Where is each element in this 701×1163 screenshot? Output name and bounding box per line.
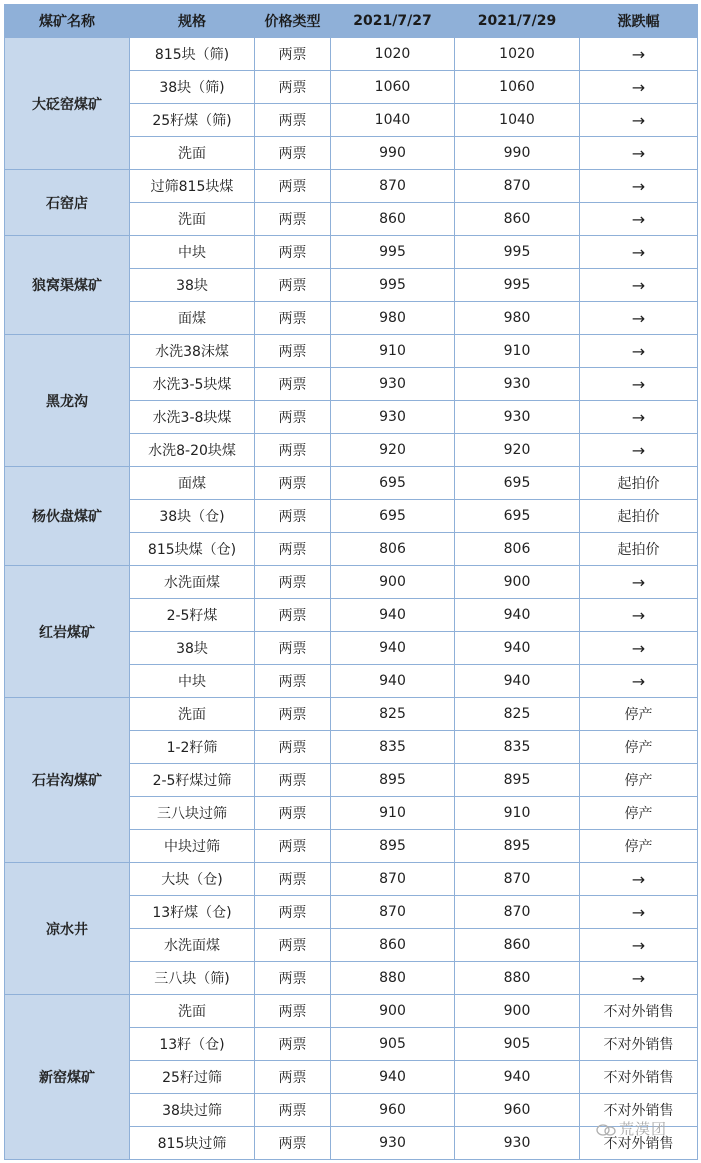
price-0729-cell: 1060 xyxy=(455,71,580,104)
spec-cell: 大块（仓) xyxy=(130,863,255,896)
price-0727-cell: 870 xyxy=(331,863,455,896)
price-0729-cell: 900 xyxy=(455,995,580,1028)
price-0727-cell: 980 xyxy=(331,302,455,335)
price-0729-cell: 905 xyxy=(455,1028,580,1061)
price-0727-cell: 1040 xyxy=(331,104,455,137)
price-0727-cell: 1060 xyxy=(331,71,455,104)
price-0727-cell: 960 xyxy=(331,1094,455,1127)
spec-cell: 815块煤（仓) xyxy=(130,533,255,566)
price-type-cell: 两票 xyxy=(255,632,331,665)
change-cell: → xyxy=(580,599,698,632)
spec-cell: 水洗8-20块煤 xyxy=(130,434,255,467)
price-type-cell: 两票 xyxy=(255,1061,331,1094)
spec-cell: 洗面 xyxy=(130,203,255,236)
spec-cell: 2-5籽煤 xyxy=(130,599,255,632)
mine-name-cell: 红岩煤矿 xyxy=(5,566,130,698)
price-0727-cell: 910 xyxy=(331,797,455,830)
spec-cell: 面煤 xyxy=(130,467,255,500)
price-0727-cell: 990 xyxy=(331,137,455,170)
price-type-cell: 两票 xyxy=(255,104,331,137)
table-row xyxy=(5,236,698,269)
table-row xyxy=(5,170,698,203)
price-0727-cell: 940 xyxy=(331,1061,455,1094)
price-0729-cell: 825 xyxy=(455,698,580,731)
change-cell: → xyxy=(580,896,698,929)
price-0727-cell: 695 xyxy=(331,467,455,500)
change-cell: → xyxy=(580,665,698,698)
header-row xyxy=(5,5,698,38)
price-0727-cell: 870 xyxy=(331,896,455,929)
mine-name-cell: 狼窝渠煤矿 xyxy=(5,236,130,335)
price-0727-cell: 940 xyxy=(331,665,455,698)
price-type-cell: 两票 xyxy=(255,962,331,995)
price-0727-cell: 835 xyxy=(331,731,455,764)
spec-cell: 38块（筛) xyxy=(130,71,255,104)
spec-cell: 水洗面煤 xyxy=(130,929,255,962)
price-0729-cell: 910 xyxy=(455,335,580,368)
price-0729-cell: 870 xyxy=(455,863,580,896)
price-0727-cell: 900 xyxy=(331,566,455,599)
change-cell: → xyxy=(580,71,698,104)
price-type-cell: 两票 xyxy=(255,500,331,533)
change-cell: → xyxy=(580,368,698,401)
price-0727-cell: 930 xyxy=(331,1127,455,1160)
price-0729-cell: 940 xyxy=(455,632,580,665)
price-0729-cell: 900 xyxy=(455,566,580,599)
price-0729-cell: 806 xyxy=(455,533,580,566)
price-0727-cell: 895 xyxy=(331,830,455,863)
change-cell: 停产 xyxy=(580,764,698,797)
price-0727-cell: 806 xyxy=(331,533,455,566)
price-type-cell: 两票 xyxy=(255,929,331,962)
price-type-cell: 两票 xyxy=(255,566,331,599)
price-0727-cell: 825 xyxy=(331,698,455,731)
spec-cell: 2-5籽煤过筛 xyxy=(130,764,255,797)
price-type-cell: 两票 xyxy=(255,38,331,71)
price-type-cell: 两票 xyxy=(255,467,331,500)
spec-cell: 25籽煤（筛) xyxy=(130,104,255,137)
price-type-cell: 两票 xyxy=(255,203,331,236)
wechat-icon xyxy=(596,1124,616,1136)
table-row xyxy=(5,995,698,1028)
change-cell: 不对外销售 xyxy=(580,1061,698,1094)
change-cell: 起拍价 xyxy=(580,533,698,566)
change-cell: → xyxy=(580,302,698,335)
price-type-cell: 两票 xyxy=(255,236,331,269)
price-type-cell: 两票 xyxy=(255,434,331,467)
spec-cell: 水洗3-8块煤 xyxy=(130,401,255,434)
change-cell: → xyxy=(580,236,698,269)
price-0729-cell: 695 xyxy=(455,500,580,533)
price-0729-cell: 990 xyxy=(455,137,580,170)
price-0729-cell: 930 xyxy=(455,401,580,434)
price-type-cell: 两票 xyxy=(255,665,331,698)
spec-cell: 洗面 xyxy=(130,698,255,731)
price-0729-cell: 920 xyxy=(455,434,580,467)
price-0729-cell: 835 xyxy=(455,731,580,764)
header-date-2: 2021/7/29 xyxy=(455,5,580,38)
change-cell: 停产 xyxy=(580,797,698,830)
price-type-cell: 两票 xyxy=(255,269,331,302)
change-cell: 起拍价 xyxy=(580,500,698,533)
change-cell: → xyxy=(580,203,698,236)
spec-cell: 38块过筛 xyxy=(130,1094,255,1127)
change-cell: → xyxy=(580,632,698,665)
price-type-cell: 两票 xyxy=(255,863,331,896)
change-cell: 不对外销售 xyxy=(580,1028,698,1061)
spec-cell: 815块过筛 xyxy=(130,1127,255,1160)
header-price-type: 价格类型 xyxy=(255,5,331,38)
price-type-cell: 两票 xyxy=(255,302,331,335)
watermark-text: 荒漠团 xyxy=(619,1120,668,1138)
spec-cell: 洗面 xyxy=(130,137,255,170)
table-row xyxy=(5,863,698,896)
mine-name-cell: 新窑煤矿 xyxy=(5,995,130,1160)
price-0729-cell: 695 xyxy=(455,467,580,500)
spec-cell: 38块（仓) xyxy=(130,500,255,533)
mine-name-cell: 凉水井 xyxy=(5,863,130,995)
price-type-cell: 两票 xyxy=(255,698,331,731)
table-body xyxy=(5,38,698,1160)
change-cell: 不对外销售 xyxy=(580,1127,698,1160)
price-0727-cell: 995 xyxy=(331,236,455,269)
price-0729-cell: 895 xyxy=(455,764,580,797)
price-0727-cell: 880 xyxy=(331,962,455,995)
price-type-cell: 两票 xyxy=(255,797,331,830)
header-spec: 规格 xyxy=(130,5,255,38)
price-0729-cell: 1040 xyxy=(455,104,580,137)
change-cell: 停产 xyxy=(580,731,698,764)
price-0727-cell: 910 xyxy=(331,335,455,368)
change-cell: → xyxy=(580,566,698,599)
price-0729-cell: 870 xyxy=(455,896,580,929)
price-0727-cell: 870 xyxy=(331,170,455,203)
mine-name-cell: 杨伙盘煤矿 xyxy=(5,467,130,566)
table-row xyxy=(5,566,698,599)
change-cell: → xyxy=(580,434,698,467)
price-0727-cell: 930 xyxy=(331,401,455,434)
price-0729-cell: 880 xyxy=(455,962,580,995)
change-cell: 不对外销售 xyxy=(580,995,698,1028)
spec-cell: 洗面 xyxy=(130,995,255,1028)
change-cell: → xyxy=(580,269,698,302)
price-type-cell: 两票 xyxy=(255,137,331,170)
spec-cell: 中块 xyxy=(130,665,255,698)
mine-name-cell: 石窑店 xyxy=(5,170,130,236)
price-0727-cell: 695 xyxy=(331,500,455,533)
header-change: 涨跌幅 xyxy=(580,5,698,38)
spec-cell: 25籽过筛 xyxy=(130,1061,255,1094)
price-0729-cell: 940 xyxy=(455,665,580,698)
price-0729-cell: 860 xyxy=(455,203,580,236)
change-cell: 不对外销售 xyxy=(580,1094,698,1127)
price-0729-cell: 980 xyxy=(455,302,580,335)
spec-cell: 13籽煤（仓) xyxy=(130,896,255,929)
spec-cell: 面煤 xyxy=(130,302,255,335)
price-0727-cell: 905 xyxy=(331,1028,455,1061)
price-0729-cell: 930 xyxy=(455,368,580,401)
change-cell: 停产 xyxy=(580,698,698,731)
mine-name-cell: 黑龙沟 xyxy=(5,335,130,467)
price-type-cell: 两票 xyxy=(255,1094,331,1127)
price-0729-cell: 995 xyxy=(455,236,580,269)
change-cell: → xyxy=(580,401,698,434)
price-type-cell: 两票 xyxy=(255,401,331,434)
table-row xyxy=(5,698,698,731)
price-0727-cell: 895 xyxy=(331,764,455,797)
change-cell: → xyxy=(580,335,698,368)
price-type-cell: 两票 xyxy=(255,71,331,104)
spec-cell: 38块 xyxy=(130,632,255,665)
price-0727-cell: 860 xyxy=(331,929,455,962)
change-cell: 起拍价 xyxy=(580,467,698,500)
price-type-cell: 两票 xyxy=(255,533,331,566)
change-cell: → xyxy=(580,929,698,962)
header-mine-name: 煤矿名称 xyxy=(5,5,130,38)
price-0727-cell: 900 xyxy=(331,995,455,1028)
spec-cell: 815块（筛) xyxy=(130,38,255,71)
change-cell: → xyxy=(580,962,698,995)
price-type-cell: 两票 xyxy=(255,599,331,632)
spec-cell: 中块 xyxy=(130,236,255,269)
spec-cell: 水洗面煤 xyxy=(130,566,255,599)
table-row xyxy=(5,38,698,71)
price-0729-cell: 940 xyxy=(455,1061,580,1094)
spec-cell: 38块 xyxy=(130,269,255,302)
price-0729-cell: 1020 xyxy=(455,38,580,71)
price-0729-cell: 860 xyxy=(455,929,580,962)
mine-name-cell: 石岩沟煤矿 xyxy=(5,698,130,863)
price-type-cell: 两票 xyxy=(255,731,331,764)
spec-cell: 中块过筛 xyxy=(130,830,255,863)
price-type-cell: 两票 xyxy=(255,896,331,929)
spec-cell: 过筛815块煤 xyxy=(130,170,255,203)
price-0729-cell: 870 xyxy=(455,170,580,203)
watermark xyxy=(596,1118,667,1139)
spec-cell: 三八块（筛) xyxy=(130,962,255,995)
price-type-cell: 两票 xyxy=(255,830,331,863)
spec-cell: 13籽（仓) xyxy=(130,1028,255,1061)
mine-name-cell: 大砭窑煤矿 xyxy=(5,38,130,170)
price-0729-cell: 910 xyxy=(455,797,580,830)
spec-cell: 1-2籽筛 xyxy=(130,731,255,764)
price-type-cell: 两票 xyxy=(255,1127,331,1160)
price-0727-cell: 940 xyxy=(331,632,455,665)
change-cell: 停产 xyxy=(580,830,698,863)
price-0727-cell: 940 xyxy=(331,599,455,632)
price-type-cell: 两票 xyxy=(255,764,331,797)
price-type-cell: 两票 xyxy=(255,995,331,1028)
price-0727-cell: 930 xyxy=(331,368,455,401)
change-cell: → xyxy=(580,104,698,137)
table-row xyxy=(5,467,698,500)
spec-cell: 三八块过筛 xyxy=(130,797,255,830)
change-cell: → xyxy=(580,170,698,203)
price-type-cell: 两票 xyxy=(255,1028,331,1061)
price-type-cell: 两票 xyxy=(255,170,331,203)
price-type-cell: 两票 xyxy=(255,368,331,401)
price-0729-cell: 940 xyxy=(455,599,580,632)
spec-cell: 水洗38沫煤 xyxy=(130,335,255,368)
table-row xyxy=(5,335,698,368)
coal-price-table xyxy=(4,4,698,1160)
spec-cell: 水洗3-5块煤 xyxy=(130,368,255,401)
price-0729-cell: 930 xyxy=(455,1127,580,1160)
price-0727-cell: 920 xyxy=(331,434,455,467)
change-cell: → xyxy=(580,38,698,71)
price-0727-cell: 995 xyxy=(331,269,455,302)
price-0727-cell: 860 xyxy=(331,203,455,236)
change-cell: → xyxy=(580,863,698,896)
price-0729-cell: 895 xyxy=(455,830,580,863)
change-cell: → xyxy=(580,137,698,170)
price-type-cell: 两票 xyxy=(255,335,331,368)
price-0729-cell: 995 xyxy=(455,269,580,302)
price-0729-cell: 960 xyxy=(455,1094,580,1127)
header-date-1: 2021/7/27 xyxy=(331,5,455,38)
price-0727-cell: 1020 xyxy=(331,38,455,71)
